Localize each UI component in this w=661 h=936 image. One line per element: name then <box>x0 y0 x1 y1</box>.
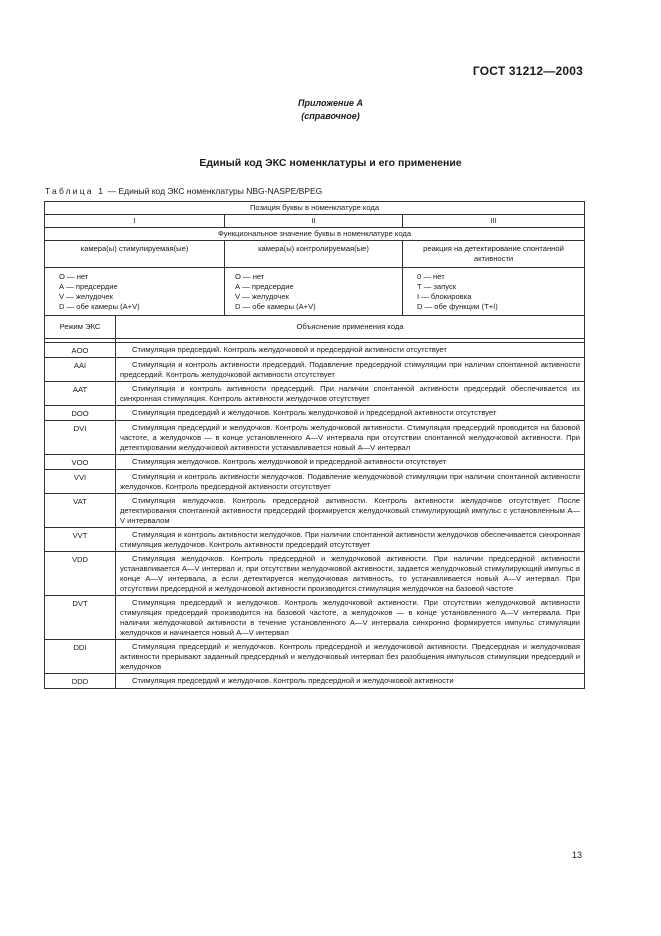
mode-description: Стимуляция и контроль активности желудочков. Подавление желудочковой стимуляции при наличии спонтанной активности желудочков. Контроль предсердной активности отсутствует <box>116 470 585 494</box>
mode-description: Стимуляция предсердий. Контроль желудочковой и предсердной активности отсутствует <box>116 343 585 358</box>
mode-code: AAT <box>45 382 116 406</box>
standard-number: ГОСТ 31212—2003 <box>472 64 583 78</box>
legend-item: А — предсердие <box>59 282 118 291</box>
mode-description: Стимуляция желудочков. Контроль предсердной и желудочковой активности. При наличии предсердной активности устанавливается А—V интервал и, при отсутствии желудочковой активности, задается желудочковый стимулирующий импульс в конце А—V интервала, а если детектируется желудочковая активность, то устанавливается новый А—V интервал. При отсутствии предсердной и желудочковой активности производится стимуляция желудочков на базовой частоте <box>116 552 585 596</box>
mode-code: DDD <box>45 674 116 689</box>
table-caption-label: Таблица 1 <box>45 186 106 196</box>
mode-description: Стимуляция желудочков. Контроль желудочковой и предсердной активности отсутствует <box>116 455 585 470</box>
position-i: I <box>45 215 225 228</box>
legend-item: D — обе функции (T+I) <box>417 302 498 311</box>
table-row <box>45 382 585 406</box>
mode-code: VVT <box>45 528 116 552</box>
mode-description: Стимуляция предсердий и желудочков. Контроль желудочковой активности. Стимуляция предсердий проводится на базовой частоте, а желудочков — в конце установленного А—V интервала при отсутствии спонтанной желудочковой активности. При детектировании желудочковой активности устанавливается новый А—V интервал <box>116 421 585 455</box>
legend-item: V — желудочек <box>235 292 289 301</box>
function-iii: реакция на детектирование спонтанной активности <box>403 241 585 268</box>
mode-description: Стимуляция и контроль активности предсердий. При наличии спонтанной активности предсердий обеспечивается их синхронная стимуляция. Контроль активности желудочков отсутствует <box>116 382 585 406</box>
mode-description: Стимуляция предсердий и желудочков. Контроль желудочковой и предсердной активности отсутствует <box>116 406 585 421</box>
mode-code: VVI <box>45 470 116 494</box>
function-i: камера(ы) стимулируемая(ые) <box>45 241 225 268</box>
mode-column-header: Режим ЭКС <box>45 316 116 339</box>
mode-code: DDI <box>45 640 116 674</box>
position-iii: III <box>403 215 585 228</box>
explain-column-header: Объяснение применения кода <box>116 316 585 339</box>
mode-code: VDD <box>45 552 116 596</box>
mode-code: AAI <box>45 358 116 382</box>
page-title: Единый код ЭКС номенклатуры и его применение <box>199 157 462 169</box>
table-row <box>45 455 585 470</box>
legend-item: V — желудочек <box>59 292 113 301</box>
mode-code: AOO <box>45 343 116 358</box>
annex-heading <box>0 97 661 123</box>
mode-description: Стимуляция предсердий и желудочков. Контроль предсердной и желудочковой активности <box>116 674 585 689</box>
table-caption <box>45 186 322 196</box>
legend-item: D — обе камеры (A+V) <box>59 302 140 311</box>
table-row <box>45 596 585 640</box>
legend-iii <box>403 268 585 316</box>
mode-code: VAT <box>45 494 116 528</box>
mode-code: DOO <box>45 406 116 421</box>
legend-ii <box>225 268 403 316</box>
mode-description: Стимуляция предсердий и желудочков. Контроль желудочковой активности. При отсутствии желудочковой активности стимуляция предсердий производится на базовой частоте, а желудочков — в конце установленного А—V интервала. При наличии желудочковой активности в течение установленного А—V интервала синхронно формируется импульс стимуляции желудочков и начинается новый А—V интервал <box>116 596 585 640</box>
table-caption-text: — Единый код ЭКС номенклатуры NBG-NASPE/BPEG <box>105 186 323 196</box>
legend-item: А — предсердие <box>235 282 294 291</box>
mode-description: Стимуляция желудочков. Контроль предсердной активности. Контроль активности желудочков отсутствует. После детектирования спонтанной активности предсердий формируется желудочковый стимулирующий импульс с установленным А—V интервалом <box>116 494 585 528</box>
table-row <box>45 640 585 674</box>
table-row <box>45 552 585 596</box>
position-ii: II <box>225 215 403 228</box>
legend-item: I — блокировка <box>417 292 472 301</box>
table-row <box>45 358 585 382</box>
table-row <box>45 528 585 552</box>
legend-item: 0 — нет <box>417 272 445 281</box>
function-ii: камера(ы) контролируемая(ые) <box>225 241 403 268</box>
position-header: Позиция буквы в номенклатуре кода <box>45 202 585 215</box>
mode-code: DVI <box>45 421 116 455</box>
legend-item: О — нет <box>59 272 89 281</box>
mode-code: VOO <box>45 455 116 470</box>
annex-kind: (справочное) <box>301 111 360 121</box>
table-row <box>45 470 585 494</box>
function-header: Функциональное значение буквы в номенклатуре кода <box>45 228 585 241</box>
mode-code: DVT <box>45 596 116 640</box>
table-row <box>45 343 585 358</box>
table-row <box>45 494 585 528</box>
table-row <box>45 406 585 421</box>
mode-description: Стимуляция и контроль активности предсердий. Подавление предсердной стимуляции при наличии спонтанной активности предсердий. Контроль желудочковой активности отсутствует <box>116 358 585 382</box>
page-number: 13 <box>572 850 583 860</box>
table-row <box>45 674 585 689</box>
legend-item: О — нет <box>235 272 265 281</box>
legend-item: D — обе камеры (A+V) <box>235 302 316 311</box>
legend-i <box>45 268 225 316</box>
nbg-code-table <box>44 201 585 689</box>
mode-description: Стимуляция предсердий и желудочков. Контроль предсердной и желудочковой активности. Предсердная и желудочковая активности прерывают заданный предсердный и желудочковый интервал без разобщения импульсов стимуляции предсердий и желудочков <box>116 640 585 674</box>
mode-description: Стимуляция и контроль активности желудочков. При наличии спонтанной активности желудочков обеспечивается синхронная стимуляция желудочков. Контроль активности предсердий отсутствует <box>116 528 585 552</box>
table-row <box>45 421 585 455</box>
annex-title: Приложение А <box>298 98 363 108</box>
legend-item: Т — запуск <box>417 282 457 291</box>
